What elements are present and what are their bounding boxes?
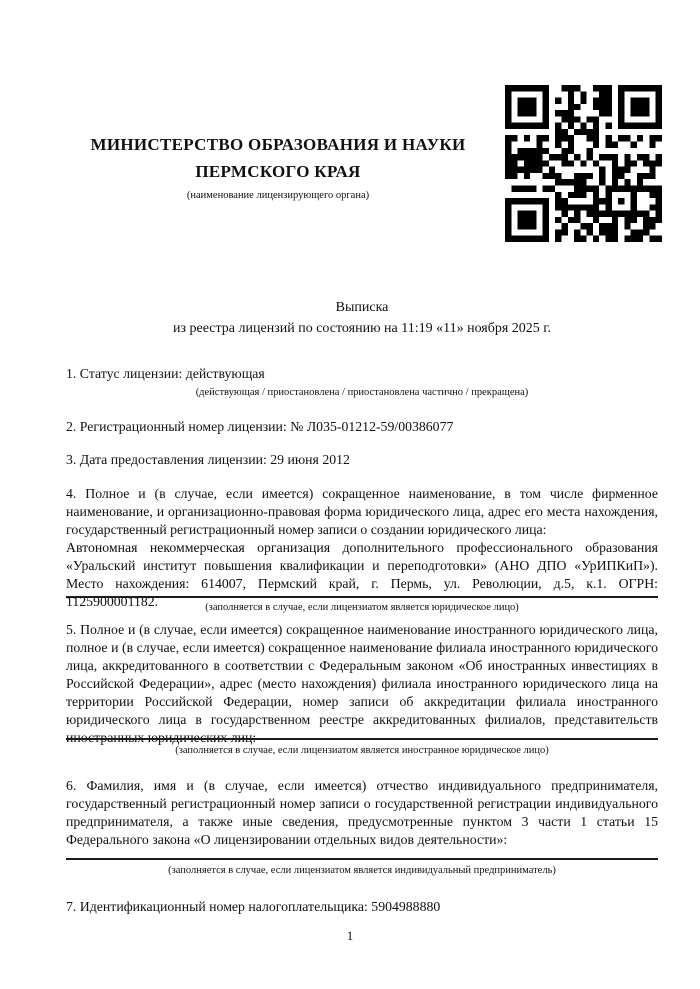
section-6-rule — [66, 858, 658, 860]
title-line1: Выписка — [335, 300, 389, 315]
section-4-answer: Автономная некоммерческая организация дополнительного профессионального образования «Уральский институт повышения квалификации и переподготовки» (АНО ДПО «УрИПКиП»). Место нахождения: 614007, Пермский край, г. Пермь, ул. Революции, д.5, к.1. ОГРН: 1125900001182. — [66, 540, 658, 609]
ministry-name-line2: ПЕРМСКОГО КРАЯ — [195, 162, 361, 181]
section-4-question: 4. Полное и (в случае, если имеется) сокращенное наименование, в том числе фирменное наименование, и организационно-правовая форма юридического лица, адрес его места нахождения, государственный регистрационный номер записи о создании юридического лица: — [66, 486, 658, 537]
page-number: 1 — [346, 928, 354, 943]
licensing-authority-header — [66, 131, 490, 202]
section-5-rule — [66, 738, 658, 740]
title-line2: из реестра лицензий по состоянию на 11:19 «11» ноября 2025 г. — [173, 321, 551, 336]
section-6-entrepreneur: 6. Фамилия, имя и (в случае, если имеется) отчество индивидуального предпринимателя, государственный регистрационный номер записи о государственной регистрации индивидуального предпринимателя, а также иные сведения, предусмотренные пунктом 3 части 1 статьи 15 Федерального закона «О лицензировании отдельных видов деятельности»: — [66, 778, 658, 847]
section-1-caption: (действующая / приостановлена / приостановлена частично / прекращена) — [195, 387, 529, 398]
section-1-status: 1. Статус лицензии: действующая — [66, 366, 265, 381]
document-title — [66, 297, 658, 339]
section-4-rule — [66, 596, 658, 598]
section-5-foreign-entity: 5. Полное и (в случае, если имеется) сокращенное наименование иностранного юридического лица, полное и (в случае, если имеется) сокращенное наименование филиала иностранного юридического лица, аккредитованного в соответствии с Федеральным законом «Об иностранных инвестициях в Российской Федерации», адрес (место нахождения) филиала иностранного юридического лица на территории Российской Федерации, номер записи об аккредитации филиала иностранного юридического лица в государственном реестре аккредитованных филиалов, представительств иностранных юридических лиц: — [66, 622, 658, 745]
section-2-reg-number: 2. Регистрационный номер лицензии: № Л035-01212-59/00386077 — [66, 419, 454, 434]
section-7-inn: 7. Идентификационный номер налогоплательщика: 5904988880 — [66, 899, 441, 914]
ministry-name-line1: МИНИСТЕРСТВО ОБРАЗОВАНИЯ И НАУКИ — [90, 135, 466, 154]
section-5-caption: (заполняется в случае, если лицензиатом является иностранное юридическое лицо) — [175, 745, 549, 756]
section-4-legal-entity — [66, 485, 658, 611]
authority-caption: (наименование лицензирующего органа) — [186, 190, 370, 201]
qr-code — [505, 85, 662, 242]
section-4-caption: (заполняется в случае, если лицензиатом является юридическое лицо) — [205, 602, 519, 613]
section-6-caption: (заполняется в случае, если лицензиатом является индивидуальный предприниматель) — [168, 865, 556, 876]
section-3-grant-date: 3. Дата предоставления лицензии: 29 июня 2012 — [66, 452, 350, 467]
